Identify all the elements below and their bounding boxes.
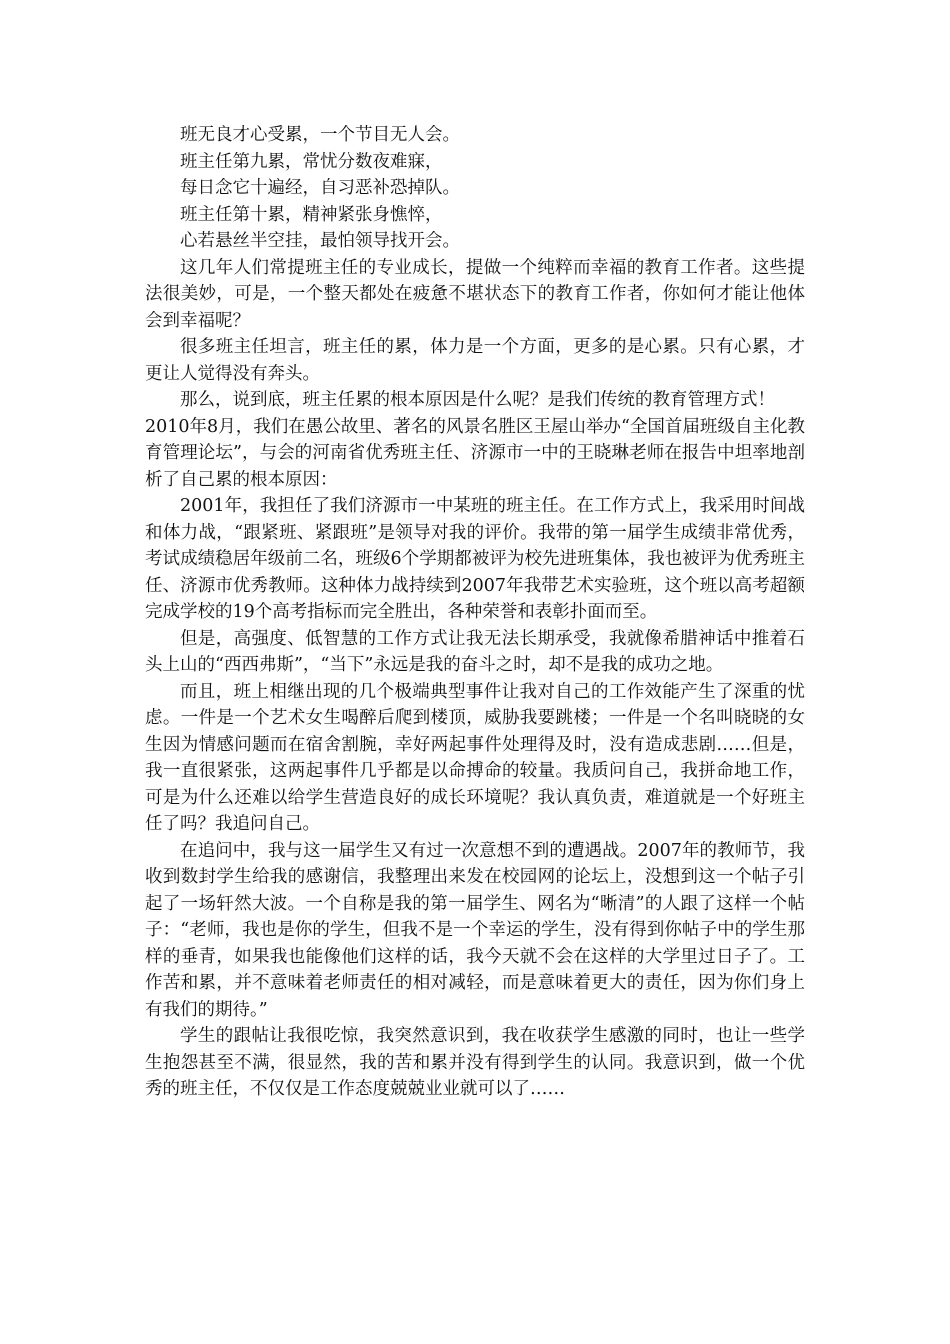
paragraph: 这几年人们常提班主任的专业成长，提做一个纯粹而幸福的教育工作者。这些提法很美妙，可是，一个整天都处在疲惫不堪状态下的教育工作者，你如何才能让他体会到幸福呢？ [145, 257, 805, 331]
paragraph: 而且，班上相继出现的几个极端典型事件让我对自己的工作效能产生了深重的忧虑。一件是一个艺术女生喝醉后爬到楼顶，威胁我要跳楼；一件是一个名叫晓晓的女生因为情感问题而在宿舍割腕，幸好两起事件处理得及时，没有造成悲剧……但是，我一直很紧张，这两起事件几乎都是以命搏命的较量。我质问自己，我拼命地工作，可是为什么还难以给学生营造良好的成长环境呢？我认真负责，难道就是一个好班主任了吗？我追问自己。 [145, 681, 805, 834]
verse-line: 每日念它十遍经，自习恶补恐掉队。 [180, 178, 460, 198]
paragraph: 但是，高强度、低智慧的工作方式让我无法长期承受，我就像希腊神话中推着石头上山的“西西弗斯”，“当下”永远是我的奋斗之时，却不是我的成功之地。 [145, 628, 805, 675]
document-body [145, 122, 805, 1103]
paragraph: 很多班主任坦言，班主任的累，体力是一个方面，更多的是心累。只有心累，才更让人觉得没有奔头。 [145, 337, 805, 384]
paragraph: 学生的跟帖让我很吃惊，我突然意识到，我在收获学生感激的同时，也让一些学生抱怨甚至不满，很显然，我的苦和累并没有得到学生的认同。我意识到，做一个优秀的班主任，不仅仅是工作态度兢兢业业就可以了…… [145, 1026, 805, 1099]
paragraph: 在追问中，我与这一届学生又有过一次意想不到的遭遇战。2007年的教师节，我收到数封学生给我的感谢信，我整理出来发在校园网的论坛上，没想到这一个帖子引起了一场轩然大波。一个自称是我的第一届学生、网名为“晰清”的人跟了这样一个帖子：“老师，我也是你的学生，但我不是一个幸运的学生，没有得到你帖子中的学生那样的垂青，如果我也能像他们这样的话，我今天就不会在这样的大学里过日子了。工作苦和累，并不意味着老师责任的相对减轻，而是意味着更大的责任，因为你们身上有我们的期待。” [145, 840, 805, 1020]
paragraph: 2010年8月，我们在愚公故里、著名的风景名胜区王屋山举办“全国首届班级自主化教育管理论坛”，与会的河南省优秀班主任、济源市一中的王晓琳老师在报告中坦率地剖析了自己累的根本原因： [145, 416, 805, 490]
verse-line: 班无良才心受累，一个节目无人会。 [180, 125, 460, 145]
paragraph: 那么，说到底，班主任累的根本原因是什么呢？是我们传统的教育管理方式！ [180, 390, 775, 410]
verse-line: 心若悬丝半空挂，最怕领导找开会。 [180, 231, 460, 251]
paragraph: 2001年，我担任了我们济源市一中某班的班主任。在工作方式上，我采用时间战和体力战，“跟紧班、紧跟班”是领导对我的评价。我带的第一届学生成绩非常优秀，考试成绩稳居年级前二名，班级6个学期都被评为校先进班集体，我也被评为优秀班主任、济源市优秀教师。这种体力战持续到2007年我带艺术实验班，这个班以高考超额完成学校的19个高考指标而完全胜出，各种荣誉和表彰扑面而至。 [145, 496, 805, 622]
verse-line: 班主任第九累，常忧分数夜难寐， [180, 151, 443, 172]
verse-line: 班主任第十累，精神紧张身憔悴， [180, 204, 443, 225]
